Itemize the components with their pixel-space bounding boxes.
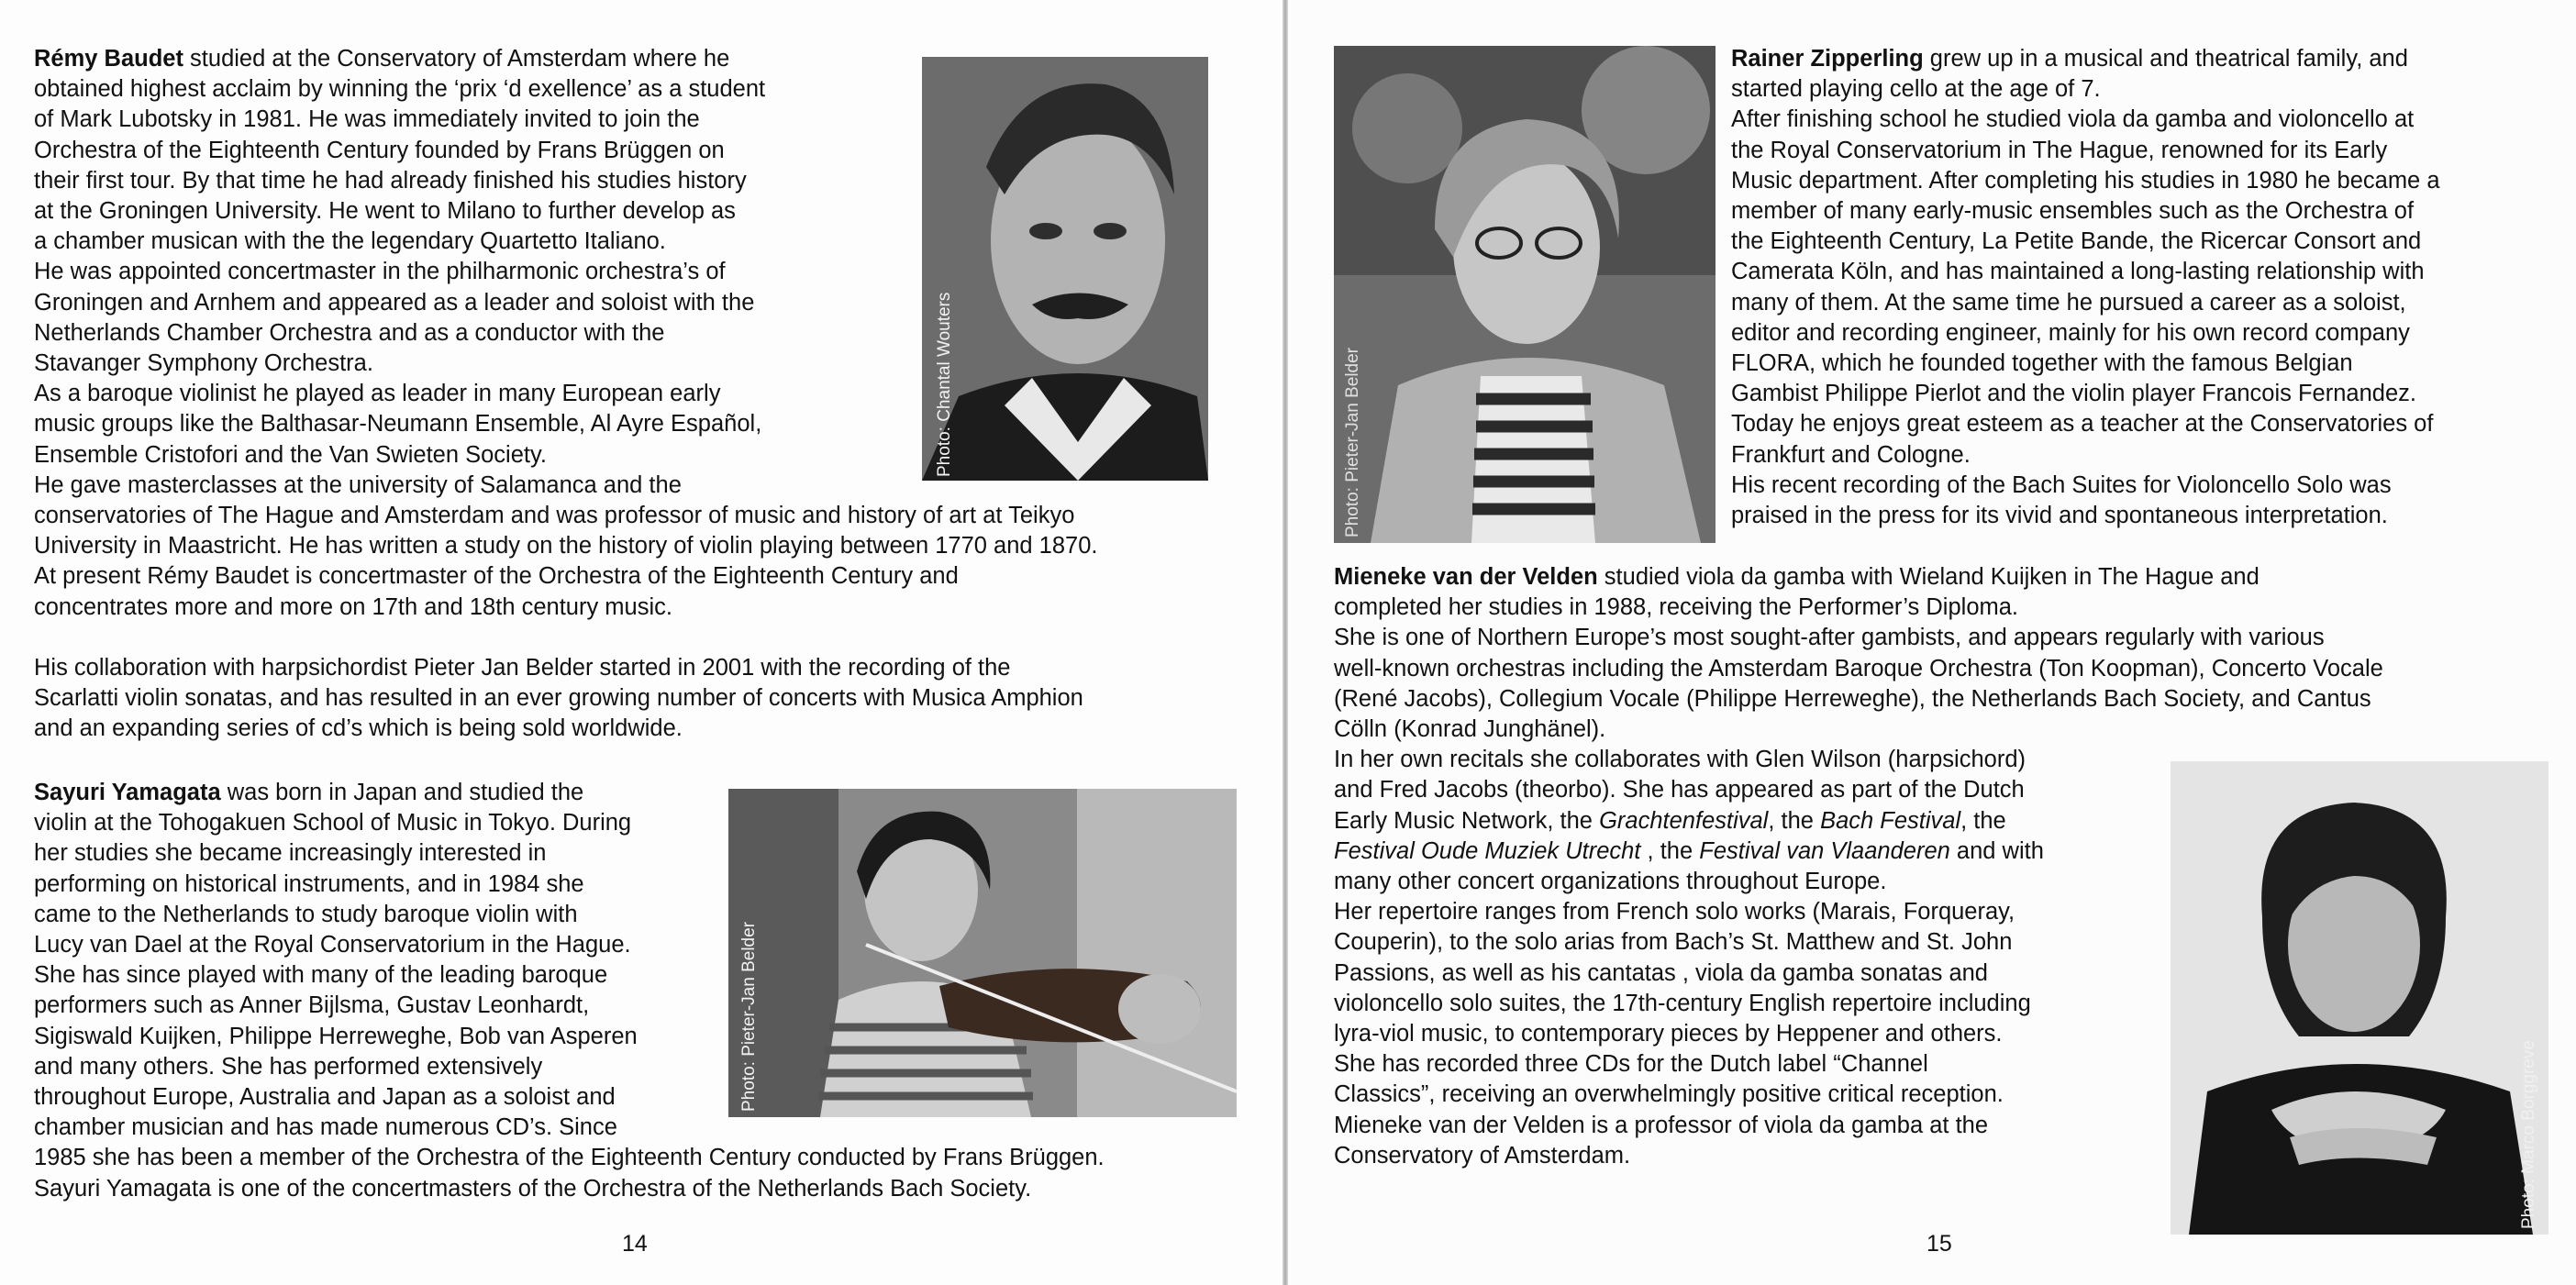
yamagata-line-9: and many others. She has performed extensively xyxy=(34,1053,543,1080)
yamagata-line-4: came to the Netherlands to study baroque violin with xyxy=(34,901,578,927)
baudet-line-21: Scarlatti violin sonatas, and has resulted in an ever growing number of concerts with Musica Amphion xyxy=(34,685,1083,712)
yamagata-line-7: performers such as Anner Bijlsma, Gustav Leonhardt, xyxy=(34,992,590,1019)
right-page xyxy=(1288,0,2576,1285)
yamagata-line-10: throughout Europe, Australia and Japan as a soloist and xyxy=(34,1084,616,1111)
yamagata-line-1: violin at the Tohogakuen School of Music in Tokyo. During xyxy=(34,810,632,836)
baudet-line-9: Netherlands Chamber Orchestra and as a conductor with the xyxy=(34,319,665,346)
zipperling-line-14: His recent recording of the Bach Suites for Violoncello Solo was xyxy=(1731,471,2392,498)
yamagata-line-6: She has since played with many of the leading baroque xyxy=(34,962,608,989)
velden-line-0: Mieneke van der Velden studied viola da gamba with Wieland Kuijken in The Hague and xyxy=(1334,564,2260,590)
baudet-line-2: of Mark Lubotsky in 1981. He was immediately invited to join the xyxy=(34,106,700,133)
zipperling-line-10: FLORA, which he founded together with the famous Belgian xyxy=(1731,350,2353,377)
zipperling-line-12: Today he enjoys great esteem as a teacher at the Conservatories of xyxy=(1731,411,2434,438)
left-page xyxy=(0,0,1282,1285)
baudet-line-8: Groningen and Arnhem and appeared as a leader and soloist with the xyxy=(34,289,755,316)
velden-line-after-7: Classics”, receiving an overwhelmingly positive critical reception. xyxy=(1334,1081,2004,1108)
velden-line-6: In her own recitals she collaborates with Glen Wilson (harpsichord) xyxy=(1334,747,2026,773)
velden-name: Mieneke van der Velden xyxy=(1334,564,1598,590)
velden-line-4: (René Jacobs), Collegium Vocale (Philippe Herreweghe), the Netherlands Bach Society, and Cantus xyxy=(1334,685,2371,712)
baudet-line-13: Ensemble Cristofori and the Van Swieten Society. xyxy=(34,441,547,468)
yamagata-line-13: Sayuri Yamagata is one of the concertmasters of the Orchestra of the Netherlands Bach Society. xyxy=(34,1175,1032,1202)
baudet-line-14: He gave masterclasses at the university of Salamanca and the xyxy=(34,471,682,498)
zipperling-bio xyxy=(1731,44,2561,531)
velden-line-after-3: Passions, as well as his cantatas , viola da gamba sonatas and xyxy=(1334,959,1988,986)
zipperling-photo-credit: Photo: Pieter-Jan Belder xyxy=(1343,347,1362,537)
yamagata-line-11: chamber musician and has made numerous CD’s. Since xyxy=(34,1114,617,1141)
velden-line-after-9: Conservatory of Amsterdam. xyxy=(1334,1142,1631,1169)
baudet-line-7: He was appointed concertmaster in the philharmonic orchestra’s of xyxy=(34,259,726,285)
velden-line-after-0: many other concert organizations throughout Europe. xyxy=(1334,869,1887,895)
yamagata-line-2: her studies she became increasingly interested in xyxy=(34,840,547,867)
baudet-line-18: concentrates more and more on 17th and 18th century music. xyxy=(34,593,672,620)
baudet-line-20: His collaboration with harpsichordist Pieter Jan Belder started in 2001 with the recording of the xyxy=(34,654,1011,681)
yamagata-line-3: performing on historical instruments, and in 1984 she xyxy=(34,870,584,897)
zipperling-line-4: Music department. After completing his studies in 1980 he became a xyxy=(1731,167,2440,194)
velden-line-1: completed her studies in 1988, receiving the Performer’s Diploma. xyxy=(1334,594,2019,621)
page-number-right: 15 xyxy=(1926,1231,1952,1257)
zipperling-line-8: many of them. At the same time he pursued a career as a soloist, xyxy=(1731,289,2406,316)
zipperling-line-2: After finishing school he studied viola da gamba and violoncello at xyxy=(1731,106,2415,133)
yamagata-line-8: Sigiswald Kuijken, Philippe Herreweghe, Bob van Asperen xyxy=(34,1023,638,1049)
yamagata-line-12: 1985 she has been a member of the Orchestra of the Eighteenth Century conducted by Frans Brüggen. xyxy=(34,1145,1105,1171)
baudet-line-16: University in Maastricht. He has written a study on the history of violin playing between 1770 and 1870. xyxy=(34,533,1098,559)
velden-photo-credit: Photo: Marco Borggreve xyxy=(2519,1040,2538,1229)
zipperling-line-1: started playing cello at the age of 7. xyxy=(1731,76,2101,103)
zipperling-line-9: editor and recording engineer, mainly for his own record company xyxy=(1731,319,2410,346)
yamagata-name: Sayuri Yamagata xyxy=(34,780,221,805)
velden-line-after-1: Her repertoire ranges from French solo works (Marais, Forqueray, xyxy=(1334,899,2015,925)
baudet-line-4: their first tour. By that time he had already finished his studies history xyxy=(34,167,747,194)
zipperling-line-6: the Eighteenth Century, La Petite Bande, the Ricercar Consort and xyxy=(1731,228,2422,255)
velden-line-after-5: lyra-viol music, to contemporary pieces by Heppener and others. xyxy=(1334,1021,2003,1047)
baudet-line-22: and an expanding series of cd’s which is being sold worldwide. xyxy=(34,715,683,742)
baudet-line-12: music groups like the Balthasar-Neumann Ensemble, Al Ayre Español, xyxy=(34,411,762,438)
velden-festival-line-2: Festival Oude Muziek Utrecht , the Festival van Vlaanderen and with xyxy=(1334,837,2044,864)
velden-line-after-2: Couperin), to the solo arias from Bach’s St. Matthew and St. John xyxy=(1334,929,2013,956)
zipperling-line-3: the Royal Conservatorium in The Hague, renowned for its Early xyxy=(1731,137,2388,163)
yamagata-photo xyxy=(728,789,1237,1117)
zipperling-line-11: Gambist Philippe Pierlot and the violin player Francois Fernandez. xyxy=(1731,381,2416,407)
zipperling-name: Rainer Zipperling xyxy=(1731,46,1924,72)
baudet-line-0: Rémy Baudet studied at the Conservatory of Amsterdam where he xyxy=(34,46,730,72)
velden-festival-line-1: Early Music Network, the Grachtenfestival, the Bach Festival, the xyxy=(1334,807,2006,834)
velden-line-after-8: Mieneke van der Velden is a professor of viola da gamba at the xyxy=(1334,1112,1989,1138)
baudet-photo xyxy=(922,57,1208,481)
zipperling-line-13: Frankfurt and Cologne. xyxy=(1731,441,1971,468)
paragraph-gap xyxy=(34,623,1254,653)
baudet-line-10: Stavanger Symphony Orchestra. xyxy=(34,350,373,377)
van-der-velden-photo xyxy=(2171,761,2548,1235)
zipperling-line-7: Camerata Köln, and has maintained a long-lasting relationship with xyxy=(1731,259,2425,285)
baudet-name: Rémy Baudet xyxy=(34,46,183,72)
baudet-line-3: Orchestra of the Eighteenth Century founded by Frans Brüggen on xyxy=(34,137,725,163)
baudet-photo-credit: Photo: Chantal Wouters xyxy=(935,292,954,477)
baudet-line-5: at the Groningen University. He went to Milano to further develop as xyxy=(34,198,736,225)
velden-line-after-4: violoncello solo suites, the 17th-century English repertoire including xyxy=(1334,990,2031,1016)
baudet-line-1: obtained highest acclaim by winning the ‘prix ‘d exellence’ as a student xyxy=(34,76,766,103)
baudet-line-6: a chamber musican with the the legendary Quartetto Italiano. xyxy=(34,228,666,255)
velden-line-3: well-known orchestras including the Amsterdam Baroque Orchestra (Ton Koopman), Concerto Vocale xyxy=(1334,655,2383,681)
zipperling-line-15: praised in the press for its vivid and spontaneous interpretation. xyxy=(1731,503,2388,529)
baudet-line-15: conservatories of The Hague and Amsterdam and was professor of music and history of art at Teikyo xyxy=(34,503,1075,529)
baudet-line-17: At present Rémy Baudet is concertmaster of the Orchestra of the Eighteenth Century and xyxy=(34,563,959,590)
velden-line-after-6: She has recorded three CDs for the Dutch label “Channel xyxy=(1334,1051,1928,1078)
yamagata-photo-credit: Photo: Pieter-Jan Belder xyxy=(739,921,759,1112)
yamagata-line-5: Lucy van Dael at the Royal Conservatorium in the Hague. xyxy=(34,932,631,958)
velden-line-2: She is one of Northern Europe’s most sought-after gambists, and appears regularly with various xyxy=(1334,625,2325,651)
zipperling-photo xyxy=(1334,46,1715,543)
zipperling-line-5: member of many early-music ensembles such as the Orchestra of xyxy=(1731,198,2415,225)
zipperling-line-0: Rainer Zipperling grew up in a musical and theatrical family, and xyxy=(1731,46,2408,72)
yamagata-line-0: Sayuri Yamagata was born in Japan and studied the xyxy=(34,780,584,805)
baudet-line-11: As a baroque violinist he played as leader in many European early xyxy=(34,381,721,407)
velden-line-5: Cölln (Konrad Junghänel). xyxy=(1334,716,1606,743)
page-number-left: 14 xyxy=(622,1231,648,1257)
velden-line-7: and Fred Jacobs (theorbo). She has appeared as part of the Dutch xyxy=(1334,777,2025,803)
